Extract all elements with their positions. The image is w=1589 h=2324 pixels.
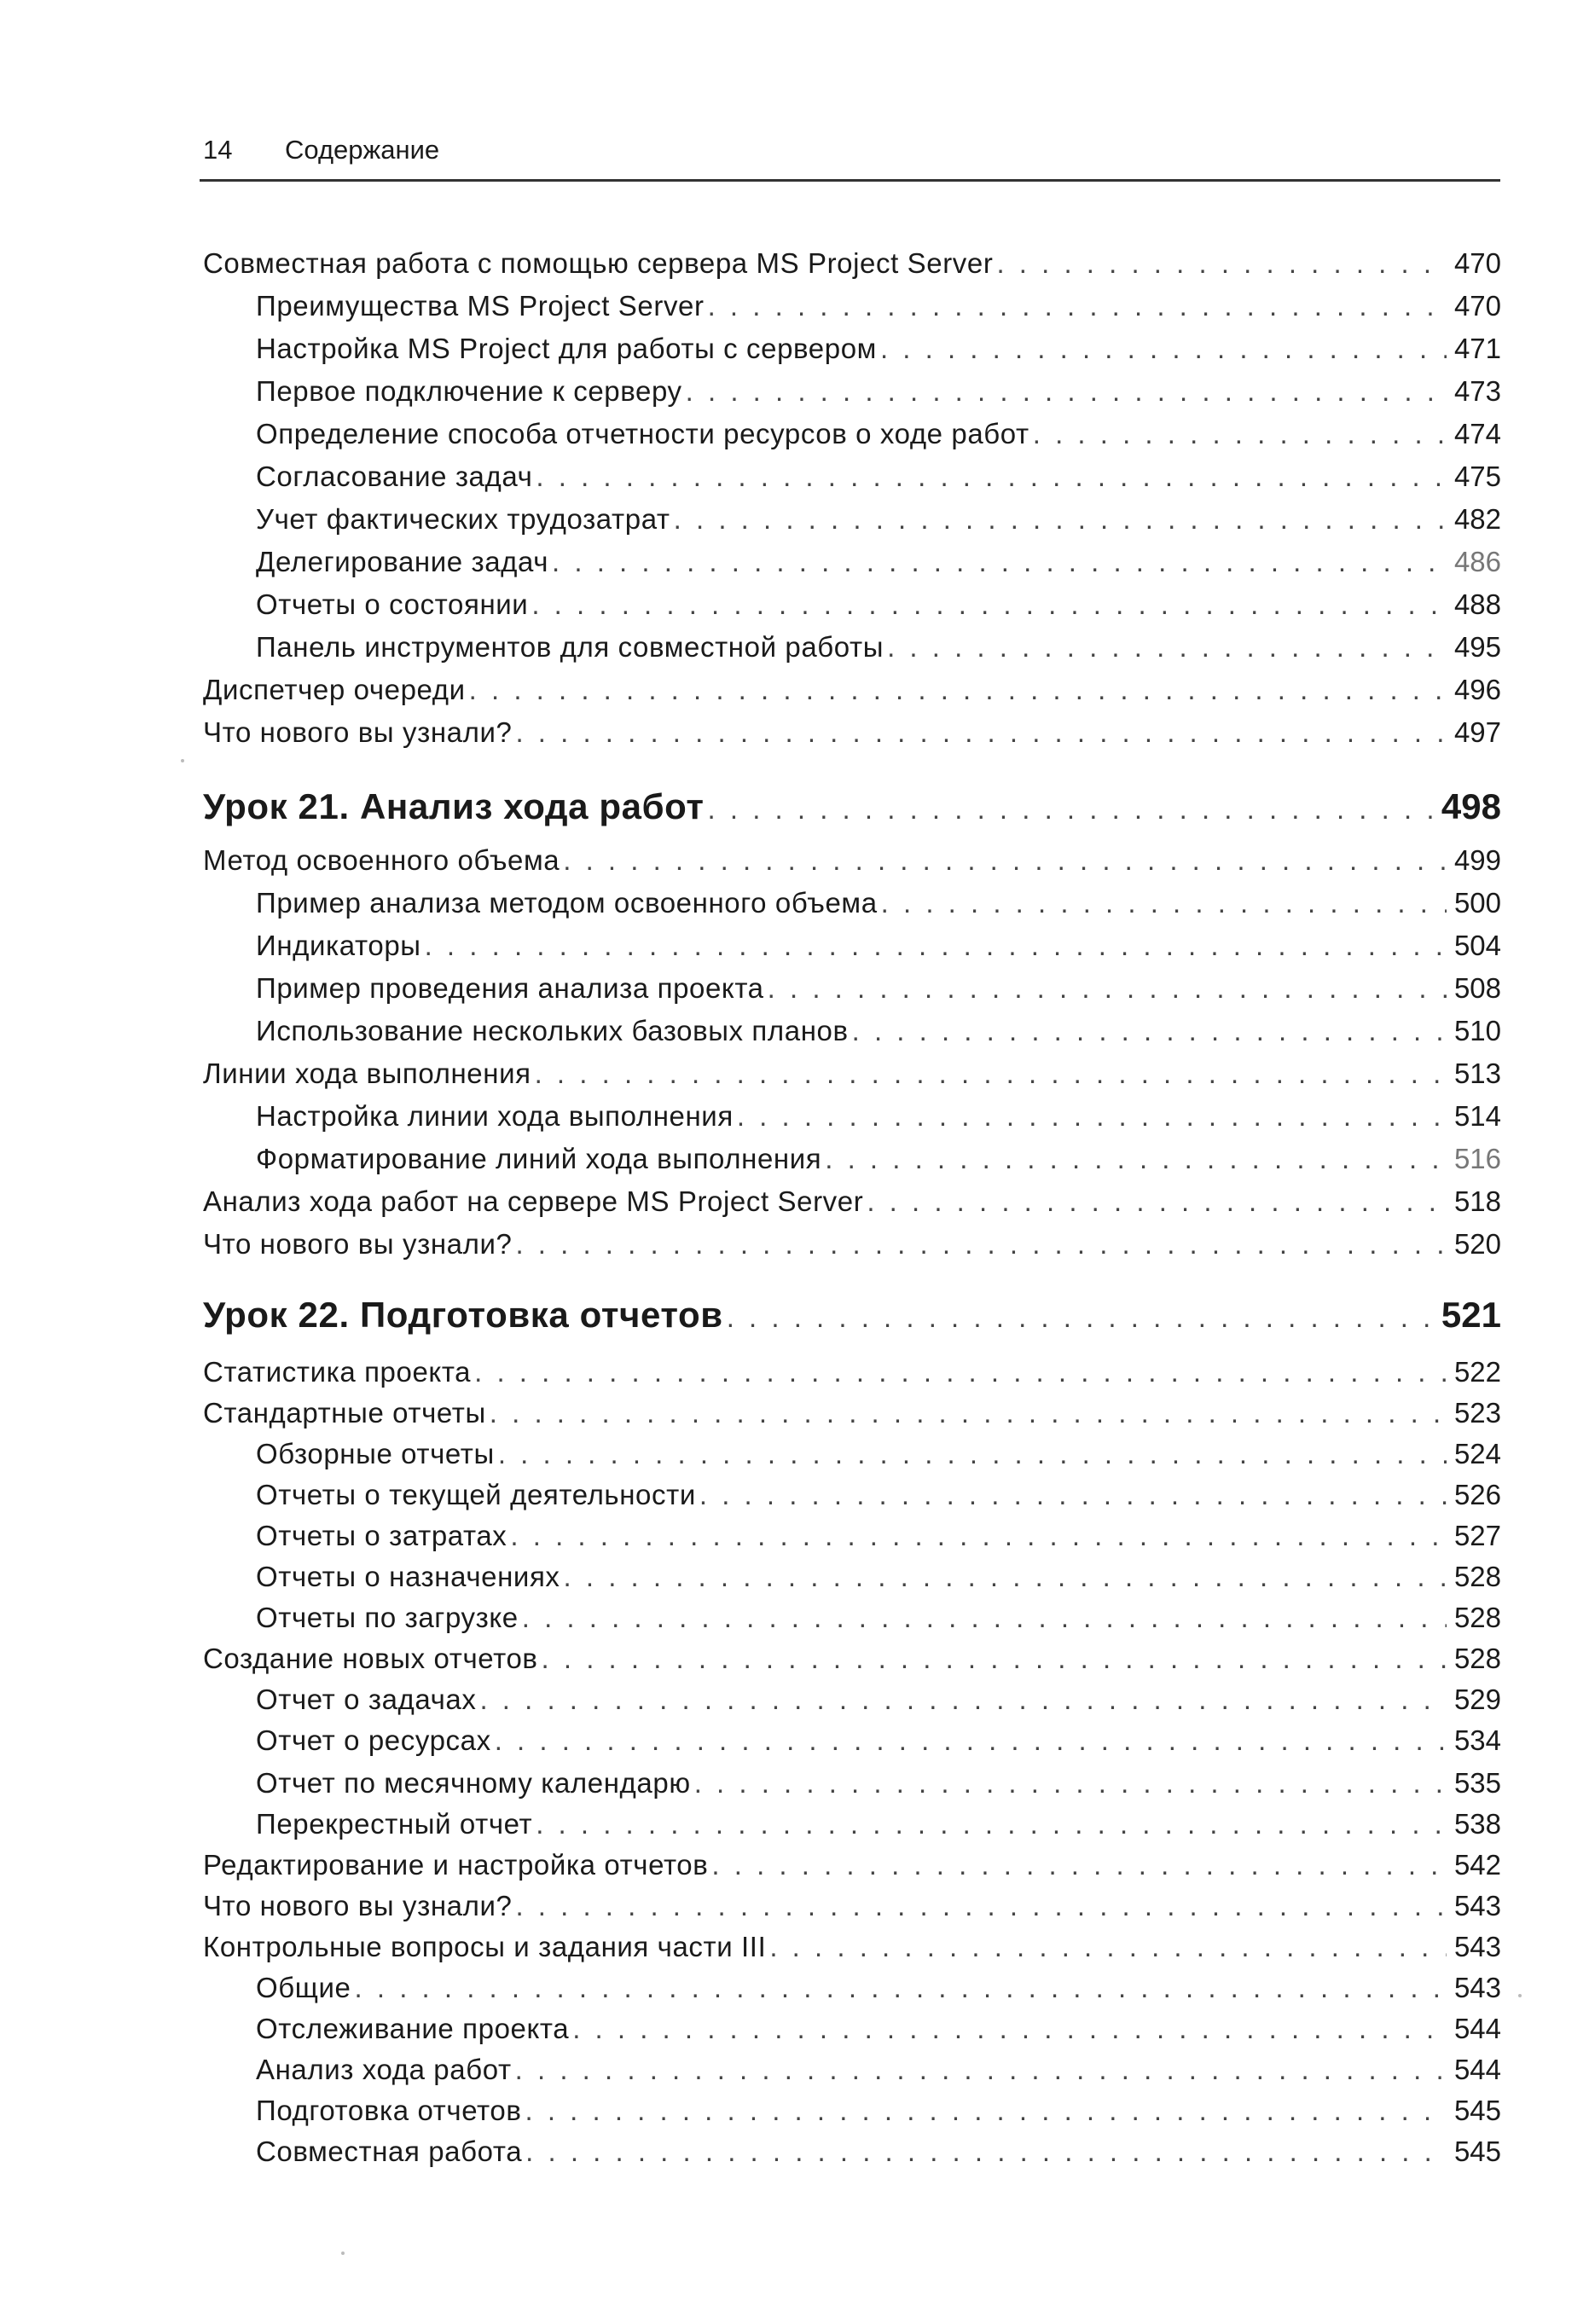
toc-entry[interactable] — [256, 588, 1501, 631]
toc-entry-title: Метод освоенного объема — [203, 844, 560, 876]
dot-leader — [674, 503, 1447, 536]
toc-entry[interactable] — [256, 503, 1501, 546]
toc-entry-title: Перекрестный отчет — [256, 1808, 533, 1840]
toc-entry[interactable] — [203, 1356, 1501, 1399]
dot-leader — [515, 716, 1447, 749]
toc-entry-page: 523 — [1453, 1397, 1501, 1429]
toc-entry[interactable] — [203, 674, 1501, 716]
toc-entry-title: Что нового вы узнали? — [203, 1890, 513, 1921]
dot-leader — [699, 1479, 1447, 1511]
scan-speck — [181, 759, 184, 762]
toc-entry-page: 526 — [1453, 1479, 1501, 1510]
toc-entry[interactable] — [203, 1397, 1501, 1440]
dot-leader — [474, 1356, 1447, 1388]
dot-leader — [515, 1890, 1447, 1922]
toc-entry-page: 544 — [1453, 2013, 1501, 2044]
dot-leader — [525, 2095, 1447, 2127]
toc-entry-title: Пример проведения анализа проекта — [256, 972, 764, 1004]
dot-leader — [531, 588, 1447, 621]
toc-entry-page: 482 — [1453, 503, 1501, 535]
dot-leader — [887, 631, 1447, 664]
dot-leader — [469, 674, 1447, 706]
toc-entry-page: 545 — [1453, 2136, 1501, 2167]
toc-entry-page: 544 — [1453, 2054, 1501, 2085]
toc-entry[interactable] — [256, 1438, 1501, 1481]
toc-entry-page: 521 — [1441, 1295, 1501, 1335]
dot-leader — [711, 1849, 1447, 1881]
toc-entry-title: Совместная работа с помощью сервера MS Project Server — [203, 247, 994, 279]
dot-leader — [996, 247, 1447, 280]
dot-leader — [708, 290, 1447, 322]
toc-entry[interactable] — [256, 546, 1501, 588]
toc-entry-title: Анализ хода работ на сервере MS Project Server — [203, 1185, 864, 1217]
toc-entry[interactable] — [256, 1015, 1501, 1058]
scan-speck — [1518, 1994, 1522, 1997]
toc-entry-page: 543 — [1453, 1890, 1501, 1921]
toc-entry-page: 510 — [1453, 1015, 1501, 1046]
toc-entry-title: Создание новых отчетов — [203, 1643, 538, 1674]
toc-entry-title: Использование нескольких базовых планов — [256, 1015, 849, 1046]
toc-entry-page: 543 — [1453, 1972, 1501, 2003]
toc-entry[interactable] — [256, 1767, 1501, 1810]
dot-leader — [479, 1684, 1447, 1716]
dot-leader — [769, 1931, 1447, 1963]
toc-entry-page: 470 — [1453, 290, 1501, 322]
dot-leader — [1033, 418, 1447, 450]
header-title: Содержание — [285, 135, 440, 165]
toc-entry[interactable] — [256, 1100, 1501, 1143]
toc-chapter-entry[interactable] — [203, 1295, 1501, 1346]
dot-leader — [515, 2054, 1447, 2086]
toc-entry-title: Отчеты о назначениях — [256, 1561, 560, 1592]
dot-leader — [572, 2013, 1447, 2045]
toc-entry-title: Статистика проекта — [203, 1356, 472, 1388]
toc-entry-title: Настройка MS Project для работы с сервером — [256, 333, 877, 364]
toc-entry-page: 534 — [1453, 1724, 1501, 1756]
toc-entry-title: Определение способа отчетности ресурсов о ходе работ — [256, 418, 1029, 449]
toc-entry-title: Что нового вы узнали? — [203, 1228, 513, 1260]
toc-entry-page: 529 — [1453, 1684, 1501, 1715]
dot-leader — [525, 2136, 1447, 2168]
toc-entry[interactable] — [203, 1890, 1501, 1933]
toc-entry-page: 474 — [1453, 418, 1501, 449]
toc-entry-title: Делегирование задач — [256, 546, 549, 577]
toc-entry[interactable] — [256, 1724, 1501, 1767]
toc-entry[interactable] — [203, 1228, 1501, 1271]
toc-entry-page: 518 — [1453, 1185, 1501, 1217]
toc-entry[interactable] — [203, 1849, 1501, 1892]
toc-entry-title: Урок 22. Подготовка отчетов — [203, 1295, 723, 1335]
toc-entry-title: Отчет о задачах — [256, 1684, 477, 1715]
toc-entry[interactable] — [256, 2095, 1501, 2137]
dot-leader — [495, 1724, 1447, 1757]
toc-entry-page: 504 — [1453, 930, 1501, 961]
dot-leader — [852, 1015, 1447, 1047]
toc-entry[interactable] — [256, 972, 1501, 1015]
dot-leader — [867, 1185, 1447, 1218]
toc-entry-title: Совместная работа — [256, 2136, 523, 2167]
toc-entry[interactable] — [203, 1185, 1501, 1228]
dot-leader — [694, 1767, 1447, 1800]
toc-entry[interactable] — [256, 1808, 1501, 1851]
toc-entry-title: Диспетчер очереди — [203, 674, 466, 705]
toc-entry-title: Общие — [256, 1972, 351, 2003]
dot-leader — [522, 1602, 1447, 1634]
toc-entry[interactable] — [256, 290, 1501, 333]
toc-entry-page: 545 — [1453, 2095, 1501, 2126]
toc-entry[interactable] — [203, 1931, 1501, 1973]
dot-leader — [498, 1438, 1447, 1470]
toc-entry-page: 522 — [1453, 1356, 1501, 1388]
toc-entry-title: Пример анализа методом освоенного объема — [256, 887, 878, 919]
toc-entry-page: 473 — [1453, 375, 1501, 407]
toc-entry-page: 535 — [1453, 1767, 1501, 1799]
toc-entry[interactable] — [256, 631, 1501, 674]
toc-entry[interactable] — [203, 716, 1501, 759]
toc-entry-page: 500 — [1453, 887, 1501, 919]
toc-entry-page: 486 — [1453, 546, 1501, 577]
toc-entry[interactable] — [203, 844, 1501, 887]
toc-entry-page: 528 — [1453, 1602, 1501, 1633]
toc-entry-title: Контрольные вопросы и задания части III — [203, 1931, 767, 1962]
toc-entry-page: 528 — [1453, 1561, 1501, 1592]
toc-entry-title: Подготовка отчетов — [256, 2095, 522, 2126]
dot-leader — [563, 844, 1447, 877]
dot-leader — [727, 1301, 1438, 1334]
toc-entry-page: 497 — [1453, 716, 1501, 748]
toc-entry-page: 499 — [1453, 844, 1501, 876]
dot-leader — [552, 546, 1447, 578]
dot-leader — [880, 333, 1447, 365]
dot-leader — [510, 1520, 1447, 1552]
toc-entry-page: 524 — [1453, 1438, 1501, 1469]
toc-entry-page: 514 — [1453, 1100, 1501, 1132]
toc-entry[interactable] — [256, 375, 1501, 418]
toc-entry[interactable] — [256, 1520, 1501, 1562]
dot-leader — [515, 1228, 1447, 1261]
toc-entry-title: Отчеты о текущей деятельности — [256, 1479, 696, 1510]
toc-entry-page: 471 — [1453, 333, 1501, 364]
toc-entry-title: Преимущества MS Project Server — [256, 290, 705, 322]
toc-entry[interactable] — [256, 1602, 1501, 1644]
dot-leader — [686, 375, 1447, 408]
toc-entry-page: 508 — [1453, 972, 1501, 1004]
header-rule — [200, 179, 1500, 182]
dot-leader — [355, 1972, 1447, 2004]
toc-entry-title: Панель инструментов для совместной работы — [256, 631, 884, 663]
toc-entry-page: 513 — [1453, 1058, 1501, 1089]
toc-entry[interactable] — [256, 2136, 1501, 2178]
dot-leader — [564, 1561, 1447, 1593]
toc-entry-title: Анализ хода работ — [256, 2054, 512, 2085]
toc-entry[interactable] — [203, 1058, 1501, 1100]
toc-entry-page: 543 — [1453, 1931, 1501, 1962]
toc-entry-title: Что нового вы узнали? — [203, 716, 513, 748]
toc-entry-page: 527 — [1453, 1520, 1501, 1551]
toc-entry[interactable] — [256, 1561, 1501, 1603]
toc-entry[interactable] — [256, 2054, 1501, 2096]
toc-entry-page: 520 — [1453, 1228, 1501, 1260]
toc-entry-page: 496 — [1453, 674, 1501, 705]
toc-entry-title: Отчет по месячному календарю — [256, 1767, 691, 1799]
dot-leader — [737, 1100, 1447, 1133]
toc-entry-page: 475 — [1453, 461, 1501, 492]
toc-entry[interactable] — [256, 333, 1501, 375]
toc-entry-page: 538 — [1453, 1808, 1501, 1840]
toc-entry-title: Индикаторы — [256, 930, 421, 961]
toc-entry[interactable] — [256, 418, 1501, 461]
toc-entry-page: 498 — [1441, 786, 1501, 826]
toc-entry-title: Отчет о ресурсах — [256, 1724, 491, 1756]
toc-entry[interactable] — [256, 2013, 1501, 2055]
toc-entry[interactable] — [256, 887, 1501, 930]
toc-entry-page: 516 — [1453, 1143, 1501, 1174]
toc-entry[interactable] — [256, 930, 1501, 972]
toc-entry-page: 495 — [1453, 631, 1501, 663]
toc-entry-page: 470 — [1453, 247, 1501, 279]
toc-entry-title: Обзорные отчеты — [256, 1438, 495, 1469]
dot-leader — [536, 1808, 1447, 1840]
toc-chapter-entry[interactable] — [203, 786, 1501, 837]
dot-leader — [536, 461, 1447, 493]
toc-entry-title: Отчеты о состоянии — [256, 588, 529, 620]
toc-entry-title: Отчеты по загрузке — [256, 1602, 519, 1633]
toc-entry-title: Учет фактических трудозатрат — [256, 503, 670, 535]
toc-entry-page: 542 — [1453, 1849, 1501, 1881]
toc-entry-page: 528 — [1453, 1643, 1501, 1674]
scan-speck — [341, 2252, 345, 2255]
toc-entry-page: 488 — [1453, 588, 1501, 620]
page-number: 14 — [203, 135, 233, 165]
toc-entry[interactable] — [256, 1684, 1501, 1726]
dot-leader — [425, 930, 1447, 962]
dot-leader — [535, 1058, 1447, 1090]
dot-leader — [708, 793, 1438, 826]
dot-leader — [768, 972, 1447, 1005]
toc-entry[interactable] — [256, 461, 1501, 503]
toc-entry-title: Отслеживание проекта — [256, 2013, 570, 2044]
dot-leader — [825, 1143, 1447, 1175]
toc-entry-title: Отчеты о затратах — [256, 1520, 507, 1551]
toc-entry-title: Стандартные отчеты — [203, 1397, 486, 1429]
running-header — [203, 135, 439, 165]
toc-entry-title: Редактирование и настройка отчетов — [203, 1849, 709, 1881]
toc-entry[interactable] — [203, 247, 1501, 290]
toc-entry-title: Первое подключение к серверу — [256, 375, 682, 407]
toc-entry-title: Урок 21. Анализ хода работ — [203, 786, 705, 826]
toc-entry-title: Линии хода выполнения — [203, 1058, 531, 1089]
toc-entry-title: Настройка линии хода выполнения — [256, 1100, 734, 1132]
toc-entry[interactable] — [256, 1143, 1501, 1185]
toc-entry-title: Согласование задач — [256, 461, 533, 492]
dot-leader — [490, 1397, 1447, 1429]
toc-entry[interactable] — [256, 1479, 1501, 1521]
toc-entry[interactable] — [203, 1643, 1501, 1685]
dot-leader — [542, 1643, 1447, 1675]
toc-entry[interactable] — [256, 1972, 1501, 2014]
dot-leader — [881, 887, 1447, 919]
toc-entry-title: Форматирование линий хода выполнения — [256, 1143, 822, 1174]
